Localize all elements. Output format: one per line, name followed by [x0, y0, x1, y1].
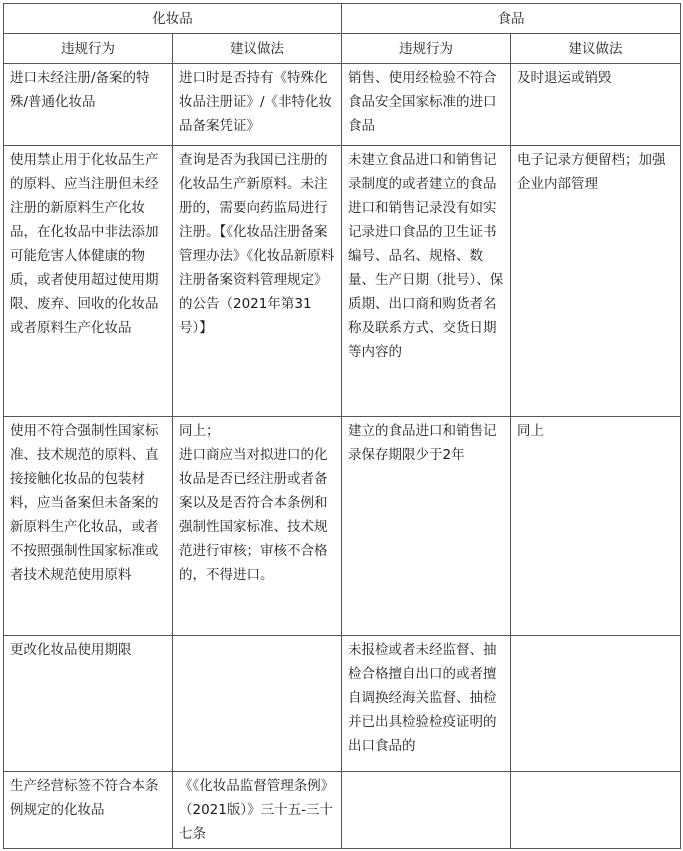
- cosmetics-advice-cell: 查询是否为我国已注册的化妆品生产新原料。未注册的，需要向药监局进行注册。【《化妆品注册备案管理办法》《化妆品新原料注册备案资料管理规定》的公告（2021年第31号）】: [173, 146, 342, 417]
- subheader-cosmetics-violation: 违规行为: [4, 34, 173, 64]
- food-violation-cell: [342, 772, 511, 849]
- table-row: [4, 417, 681, 636]
- food-advice-cell: 及时退运或销毁: [511, 64, 681, 146]
- cosmetics-advice-line: 进口商应当对拟进口的化妆品是否已经注册或者备案以及是否符合本条例和强制性国家标准、技术规范进行审核；审核不合格的，不得进口。: [179, 447, 328, 583]
- cosmetics-violation-cell: 进口未经注册/备案的特殊/普通化妆品: [4, 64, 173, 146]
- cosmetics-advice-cell: [173, 636, 342, 772]
- subheader-cosmetics-advice: 建议做法: [173, 34, 342, 64]
- table-header-row: [4, 4, 681, 34]
- food-advice-cell: 电子记录方便留档；加强企业内部管理: [511, 146, 681, 417]
- food-violation-cell: 销售、使用经检验不符合食品安全国家标准的进口食品: [342, 64, 511, 146]
- header-food: 食品: [342, 4, 681, 34]
- subheader-food-advice: 建议做法: [511, 34, 681, 64]
- table-row: [4, 64, 681, 146]
- table-row: [4, 772, 681, 849]
- food-advice-cell: 同上: [511, 417, 681, 636]
- table-row: [4, 636, 681, 772]
- comparison-table: [3, 3, 681, 849]
- cosmetics-advice-line: 同上；: [179, 423, 220, 439]
- food-advice-cell: [511, 636, 681, 772]
- cosmetics-advice-cell: 《《化妆品监督管理条例》（2021版）》三十五-三十七条: [173, 772, 342, 849]
- food-advice-cell: [511, 772, 681, 849]
- cosmetics-violation-cell: 使用禁止用于化妆品生产的原料、应当注册但未经注册的新原料生产化妆品，在化妆品中非法添加可能危害人体健康的物质，或者使用超过使用期限、废弃、回收的化妆品或者原料生产化妆品: [4, 146, 173, 417]
- cosmetics-violation-cell: 生产经营标签不符合本条例规定的化妆品: [4, 772, 173, 849]
- cosmetics-violation-cell: 使用不符合强制性国家标准、技术规范的原料、直接接触化妆品的包装材料，应当备案但未备案的新原料生产化妆品，或者不按照强制性国家标准或者技术规范使用原料: [4, 417, 173, 636]
- food-violation-cell: 未建立食品进口和销售记录制度的或者建立的食品进口和销售记录没有如实记录进口食品的卫生证书编号、品名、规格、数量、生产日期（批号）、保质期、出口商和购货者名称及联系方式、交货日期等内容的: [342, 146, 511, 417]
- table-subheader-row: [4, 34, 681, 64]
- table-row: [4, 146, 681, 417]
- food-violation-cell: 建立的食品进口和销售记录保存期限少于2年: [342, 417, 511, 636]
- cosmetics-violation-cell: 更改化妆品使用期限: [4, 636, 173, 772]
- food-violation-cell: 未报检或者未经监督、抽检合格擅自出口的或者擅自调换经海关监督、抽检并已出具检验检疫证明的出口食品的: [342, 636, 511, 772]
- header-cosmetics: 化妆品: [4, 4, 342, 34]
- cosmetics-advice-cell: 进口时是否持有《特殊化妆品注册证》/《非特化妆品备案凭证》: [173, 64, 342, 146]
- cosmetics-advice-cell: [173, 417, 342, 636]
- subheader-food-violation: 违规行为: [342, 34, 511, 64]
